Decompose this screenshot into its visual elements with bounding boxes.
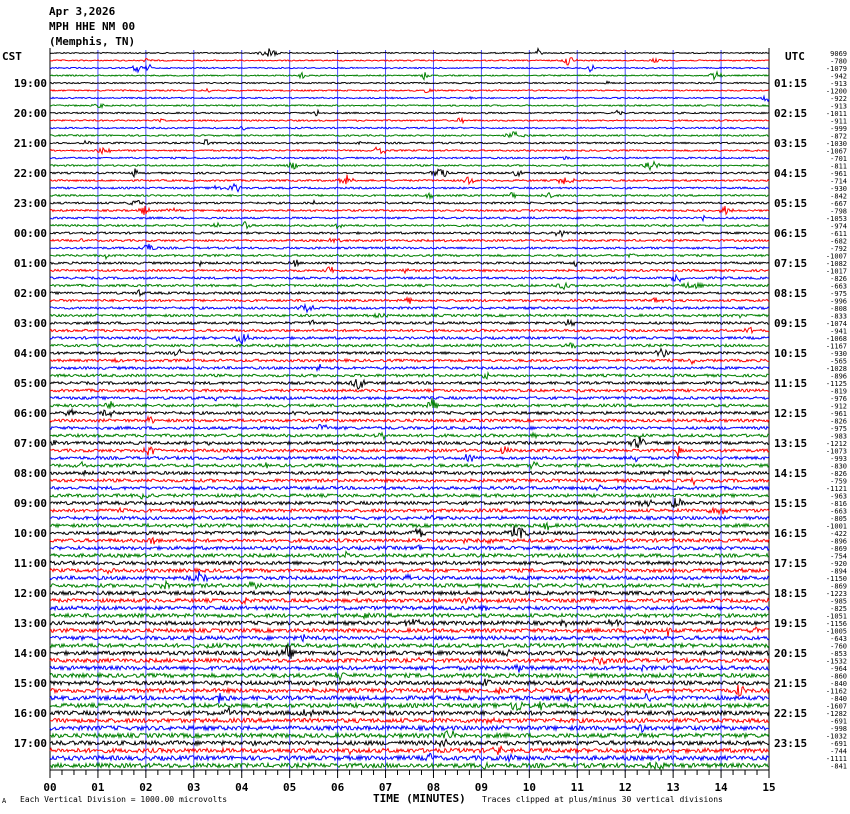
right-hour-label: 06:15 <box>774 227 808 240</box>
trace-offset-label: -1067 <box>825 147 847 156</box>
trace-offset-label: -1068 <box>825 335 847 343</box>
seismic-trace <box>50 118 769 123</box>
seismic-trace <box>50 231 769 237</box>
right-hour-label: 11:15 <box>774 377 808 390</box>
right-hour-label: 14:15 <box>774 467 808 480</box>
seismic-trace <box>50 305 769 312</box>
right-hour-label: 22:15 <box>774 707 808 720</box>
seismic-trace <box>50 184 769 192</box>
seismic-trace <box>50 581 769 589</box>
trace-offset-label: -961 <box>830 170 847 178</box>
seismic-trace <box>50 538 769 544</box>
right-hour-label: 04:15 <box>774 167 808 180</box>
trace-offset-label: -1111 <box>825 755 847 763</box>
seismic-trace <box>50 446 769 457</box>
seismic-trace <box>50 389 769 392</box>
left-hour-label: 15:00 <box>13 677 47 690</box>
trace-offset-label: -976 <box>830 395 847 403</box>
trace-offset-label: -840 <box>830 680 847 688</box>
seismic-trace <box>50 267 769 273</box>
vertical-scale-note: Each Vertical Division = 1000.00 microvolts <box>20 795 228 804</box>
seismic-trace <box>50 613 769 618</box>
seismic-trace <box>50 104 769 107</box>
trace-offset-label: -830 <box>830 462 847 471</box>
trace-offset-label: -754 <box>830 552 847 561</box>
seismic-trace <box>50 731 769 739</box>
seismic-trace <box>50 515 769 519</box>
seismic-trace <box>50 110 769 115</box>
seismic-trace <box>50 290 769 296</box>
trace-offset-label: -896 <box>830 537 847 546</box>
seismic-trace <box>50 373 769 379</box>
x-tick-label: 00 <box>43 781 57 794</box>
footer-mark: A <box>2 797 7 805</box>
left-hour-label: 12:00 <box>13 587 47 600</box>
station-code: MPH HHE NM 00 <box>49 20 136 33</box>
trace-offset-label: -1532 <box>825 657 847 666</box>
trace-offset-label: -1167 <box>825 342 847 351</box>
seismic-trace <box>50 498 769 508</box>
trace-offset-label: -860 <box>830 672 847 681</box>
seismic-trace <box>50 319 769 325</box>
right-hour-label: 07:15 <box>774 257 808 270</box>
trace-offset-label: -930 <box>830 350 847 358</box>
seismic-trace <box>50 643 769 648</box>
left-hour-label: 14:00 <box>13 647 47 660</box>
seismic-trace <box>50 657 769 664</box>
x-tick-label: 13 <box>666 781 680 794</box>
trace-offset-label: -1007 <box>825 252 847 261</box>
trace-offset-label: -1156 <box>825 620 847 628</box>
right-timezone-label: UTC <box>785 50 805 63</box>
seismic-trace <box>50 260 769 267</box>
x-tick-label: 12 <box>618 781 632 794</box>
trace-offset-label: -942 <box>830 72 847 81</box>
left-hour-label: 07:00 <box>13 437 47 450</box>
seismic-trace <box>50 672 769 680</box>
trace-offset-label: -872 <box>830 132 847 141</box>
seismic-trace <box>50 665 769 673</box>
seismic-trace <box>50 244 769 250</box>
seismic-trace <box>50 470 769 475</box>
x-tick-label: 10 <box>522 781 536 794</box>
seismic-trace <box>50 454 769 461</box>
seismic-trace <box>50 634 769 641</box>
trace-offset-label: -896 <box>830 372 847 381</box>
left-hour-label: 01:00 <box>13 257 47 270</box>
trace-offset-label: -826 <box>830 275 847 283</box>
trace-offset-label: -691 <box>830 717 847 726</box>
trace-offset-label: -1051 <box>825 612 847 621</box>
left-hour-label: 06:00 <box>13 407 47 420</box>
seismic-trace <box>50 254 769 259</box>
right-hour-label: 10:15 <box>774 347 808 360</box>
seismic-trace <box>50 156 769 159</box>
seismic-trace <box>50 364 769 370</box>
trace-offset-label: -819 <box>830 387 847 396</box>
trace-offset-label: -961 <box>830 410 847 418</box>
seismic-trace <box>50 762 769 769</box>
trace-offset-label: -1282 <box>825 710 847 718</box>
trace-offset-label: -825 <box>830 605 847 613</box>
left-hour-label: 22:00 <box>13 167 47 180</box>
trace-offset-label: -1607 <box>825 702 847 711</box>
trace-offset-label: -1017 <box>825 267 847 276</box>
trace-offset-label: -841 <box>830 762 847 771</box>
seismic-trace <box>50 327 769 332</box>
left-hour-label: 02:00 <box>13 287 47 300</box>
seismic-trace <box>50 89 769 93</box>
trace-offset-label: -913 <box>830 80 847 88</box>
seismic-trace <box>50 679 769 686</box>
right-hour-label: 16:15 <box>774 527 808 540</box>
right-hour-label: 12:15 <box>774 407 808 420</box>
left-hour-label: 00:00 <box>13 227 47 240</box>
left-hour-label: 05:00 <box>13 377 47 390</box>
seismic-trace <box>50 707 769 716</box>
trace-offset-label: -975 <box>830 425 847 433</box>
right-hour-label: 01:15 <box>774 77 808 90</box>
trace-offset-label: -912 <box>830 402 847 411</box>
right-hour-label: 08:15 <box>774 287 808 300</box>
seismic-trace <box>50 433 769 440</box>
right-hour-label: 18:15 <box>774 587 808 600</box>
trace-offset-label: -842 <box>830 192 847 201</box>
seismic-trace <box>50 72 769 80</box>
trace-offset-label: -565 <box>830 357 847 366</box>
seismic-trace <box>50 127 769 131</box>
seismic-trace <box>50 275 769 281</box>
trace-offset-label: -1053 <box>825 215 847 223</box>
right-hour-label: 19:15 <box>774 617 808 630</box>
seismic-trace <box>50 526 769 538</box>
trace-offset-label: -816 <box>830 500 847 508</box>
trace-offset-label: -1028 <box>825 365 847 373</box>
right-hour-label: 02:15 <box>774 107 808 120</box>
seismic-trace <box>50 206 769 215</box>
seismic-trace <box>50 283 769 289</box>
right-hour-label: 05:15 <box>774 197 808 210</box>
seismic-trace <box>50 410 769 417</box>
seismic-trace <box>50 193 769 199</box>
seismic-trace <box>50 606 769 611</box>
left-hour-label: 08:00 <box>13 467 47 480</box>
trace-offset-label: -1005 <box>825 627 847 636</box>
trace-offset-label: -760 <box>830 642 847 651</box>
trace-offset-label: -1125 <box>825 380 847 388</box>
x-tick-label: 15 <box>762 781 776 794</box>
trace-offset-label: -999 <box>830 125 847 133</box>
trace-offset-label: -1001 <box>825 522 847 531</box>
x-tick-label: 04 <box>235 781 249 794</box>
seismic-trace <box>50 81 769 84</box>
left-hour-label: 16:00 <box>13 707 47 720</box>
seismic-trace <box>50 545 769 550</box>
station-location: (Memphis, TN) <box>49 35 136 48</box>
seismic-trace <box>50 334 769 344</box>
left-hour-label: 23:00 <box>13 197 47 210</box>
trace-offset-label: -780 <box>830 57 847 66</box>
trace-offset-label: -744 <box>830 747 847 756</box>
trace-offset-label: 9069 <box>830 50 847 58</box>
seismic-trace <box>50 425 769 430</box>
trace-offset-label: -422 <box>830 530 847 538</box>
trace-offset-label: -808 <box>830 305 847 313</box>
x-tick-label: 02 <box>139 781 153 794</box>
trace-offset-label: -667 <box>830 200 847 208</box>
seismic-trace <box>50 49 769 57</box>
trace-offset-label: -1079 <box>825 65 847 73</box>
trace-offset-label: -964 <box>830 665 847 673</box>
trace-offset-label: -869 <box>830 545 847 553</box>
seismic-trace <box>50 140 769 145</box>
clip-note: Traces clipped at plus/minus 30 vertical divisions <box>482 795 723 804</box>
trace-offset-label: -1074 <box>825 320 847 328</box>
seismic-trace <box>50 478 769 484</box>
x-tick-label: 08 <box>426 781 441 794</box>
trace-offset-label: -920 <box>830 560 847 568</box>
seismic-trace <box>50 349 769 357</box>
left-hour-label: 04:00 <box>13 347 47 360</box>
x-tick-label: 07 <box>378 781 393 794</box>
trace-offset-label: -811 <box>830 162 847 171</box>
x-tick-label: 11 <box>570 781 584 794</box>
seismic-trace <box>50 739 769 746</box>
left-hour-label: 11:00 <box>13 557 47 570</box>
trace-offset-label: -805 <box>830 515 847 523</box>
seismic-trace <box>50 693 769 703</box>
seismic-trace <box>50 147 769 153</box>
trace-offset-label: -1082 <box>825 260 847 268</box>
seismic-trace <box>50 314 769 318</box>
trace-offset-label: -691 <box>830 740 847 748</box>
left-timezone-label: CST <box>2 50 22 63</box>
seismic-trace <box>50 65 769 72</box>
plot-date: Apr 3,2026 <box>49 5 116 18</box>
seismic-trace <box>50 568 769 573</box>
trace-offset-label: -792 <box>830 245 847 253</box>
trace-offset-label: -663 <box>830 507 847 516</box>
seismic-trace <box>50 379 769 389</box>
seismic-trace <box>50 298 769 304</box>
trace-offset-label: -1030 <box>825 140 847 148</box>
left-hour-label: 03:00 <box>13 317 47 330</box>
trace-offset-label: -826 <box>830 417 847 426</box>
x-tick-label: 05 <box>283 781 297 794</box>
trace-offset-label: -974 <box>830 222 847 231</box>
trace-offset-label: -869 <box>830 582 847 591</box>
trace-offset-label: -894 <box>830 567 847 576</box>
seismic-trace <box>50 239 769 243</box>
seismic-trace <box>50 359 769 364</box>
seismic-trace <box>50 627 769 637</box>
trace-offset-label: -963 <box>830 492 847 501</box>
trace-offset-label: -998 <box>830 725 847 733</box>
seismic-trace <box>50 591 769 595</box>
seismic-trace <box>50 222 769 229</box>
seismic-trace <box>50 523 769 530</box>
trace-offset-label: -853 <box>830 650 847 658</box>
x-tick-label: 14 <box>714 781 728 794</box>
trace-offset-label: -663 <box>830 282 847 291</box>
seismic-trace <box>50 437 769 448</box>
trace-offset-label: -1223 <box>825 590 847 598</box>
trace-offset-label: -611 <box>830 230 847 238</box>
left-hour-label: 09:00 <box>13 497 47 510</box>
right-hour-label: 20:15 <box>774 647 808 660</box>
trace-offset-label: -833 <box>830 312 847 321</box>
seismic-trace <box>50 398 769 409</box>
right-hour-label: 09:15 <box>774 317 808 330</box>
trace-offset-label: -1200 <box>825 87 847 96</box>
trace-offset-label: -1032 <box>825 732 847 741</box>
left-hour-label: 21:00 <box>13 137 47 150</box>
trace-offset-label: -993 <box>830 455 847 463</box>
trace-offset-label: -1162 <box>825 687 847 696</box>
seismic-trace <box>50 508 769 514</box>
seismic-trace <box>50 725 769 733</box>
left-hour-label: 13:00 <box>13 617 47 630</box>
trace-offset-label: -682 <box>830 237 847 246</box>
seismic-trace <box>50 162 769 170</box>
seismic-trace <box>50 216 769 221</box>
left-hour-label: 20:00 <box>13 107 47 120</box>
trace-offset-label: -759 <box>830 477 847 486</box>
trace-offset-label: -975 <box>830 290 847 298</box>
seismic-trace <box>50 58 769 65</box>
seismic-trace <box>50 685 769 696</box>
trace-offset-label: -913 <box>830 102 847 111</box>
trace-offset-label: -1212 <box>825 440 847 448</box>
right-hour-label: 23:15 <box>774 737 808 750</box>
seismic-trace <box>50 619 769 627</box>
seismic-trace <box>50 343 769 348</box>
seismic-trace <box>50 494 769 499</box>
trace-offset-label: -714 <box>830 177 847 186</box>
seismic-trace <box>50 397 769 401</box>
seismic-trace <box>50 462 769 469</box>
trace-offset-label: -996 <box>830 297 847 306</box>
x-tick-label: 09 <box>474 781 489 794</box>
trace-offset-label: -922 <box>830 95 847 103</box>
trace-offset-label: -1150 <box>825 575 847 583</box>
seismic-trace <box>50 485 769 491</box>
seismic-trace <box>50 718 769 723</box>
x-tick-label: 06 <box>330 781 345 794</box>
trace-offset-label: -941 <box>830 327 847 336</box>
trace-offset-label: -1073 <box>825 447 847 456</box>
trace-offset-label: -826 <box>830 470 847 478</box>
seismic-trace <box>50 175 769 184</box>
seismic-trace <box>50 201 769 205</box>
x-tick-label: 03 <box>187 781 201 794</box>
seismic-trace <box>50 132 769 137</box>
trace-offset-label: -911 <box>830 117 847 126</box>
seismic-trace <box>50 597 769 603</box>
seismic-trace <box>50 701 769 710</box>
seismic-trace <box>50 417 769 423</box>
x-axis-title: TIME (MINUTES) <box>373 792 466 805</box>
seismic-trace <box>50 96 769 101</box>
right-hour-label: 13:15 <box>774 437 808 450</box>
trace-offset-label: -643 <box>830 635 847 643</box>
right-hour-label: 17:15 <box>774 557 808 570</box>
right-hour-label: 15:15 <box>774 497 808 510</box>
right-hour-label: 03:15 <box>774 137 808 150</box>
trace-offset-label: -840 <box>830 695 847 703</box>
trace-offset-label: -983 <box>830 432 847 441</box>
trace-offset-label: -798 <box>830 207 847 216</box>
seismic-trace <box>50 746 769 755</box>
trace-offset-label: -1121 <box>825 485 847 493</box>
left-hour-label: 19:00 <box>13 77 47 90</box>
seismic-trace <box>50 169 769 177</box>
left-hour-label: 17:00 <box>13 737 47 750</box>
trace-offset-label: -1011 <box>825 110 847 118</box>
right-hour-label: 21:15 <box>774 677 808 690</box>
left-hour-label: 10:00 <box>13 527 47 540</box>
seismic-trace <box>50 753 769 761</box>
seismic-trace <box>50 552 769 558</box>
trace-offset-label: -930 <box>830 185 847 193</box>
seismic-trace <box>50 561 769 565</box>
trace-offset-label: -701 <box>830 155 847 163</box>
x-tick-label: 01 <box>91 781 105 794</box>
trace-offset-label: -985 <box>830 597 847 606</box>
